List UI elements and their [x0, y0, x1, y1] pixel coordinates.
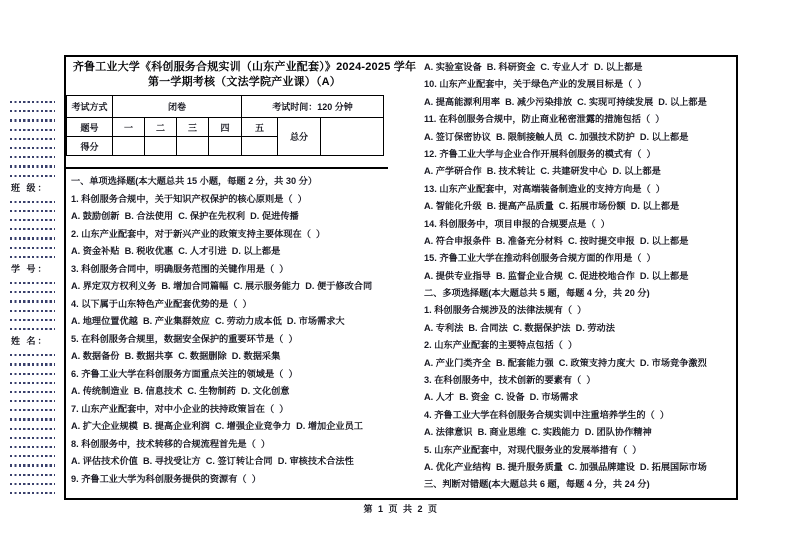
question-text-line: 7. 山东产业配套中，对中小企业的扶持政策旨在（ ） [71, 403, 289, 414]
question-text-line: 11. 在科创服务合规中，防止商业秘密泄露的措施包括（ ） [424, 114, 665, 125]
score-cell [177, 137, 209, 156]
question-text-line: A. 符合申报条件 B. 准备充分材料 C. 按时提交申报 D. 以上都是 [424, 235, 689, 246]
question-no-label: 题号 [67, 118, 113, 137]
question-column-left [71, 173, 418, 488]
question-text-line: A. 资金补贴 B. 税收优惠 C. 人才引进 D. 以上都是 [71, 246, 281, 256]
dotted-fill-line [9, 233, 57, 242]
section-col-5: 五 [242, 118, 278, 137]
dotted-fill-line [9, 287, 57, 296]
dotted-fill-line [9, 252, 57, 261]
question-text-line: 4. 以下属于山东特色产业配套优势的是（ ） [71, 298, 252, 309]
dotted-fill-line [9, 125, 57, 134]
question-text-line: A. 传统制造业 B. 信息技术 C. 生物制药 D. 文化创意 [71, 386, 290, 396]
question-text-line: 一、单项选择题(本大题总共 15 小题，每题 2 分，共 30 分） [71, 176, 318, 186]
score-label: 得分 [67, 137, 113, 156]
page-title-line2: 第一学期考核（文法学院产业课）（A） [147, 76, 342, 88]
section-col-2: 二 [145, 118, 177, 137]
dotted-fill-line [9, 350, 57, 359]
question-text-line: 14. 科创服务中，项目申报的合规要点是（ ） [424, 218, 610, 229]
question-text-line: 3. 科创服务合同中，明确服务范围的关键作用是（ ） [71, 263, 289, 274]
dotted-fill-line [9, 369, 57, 378]
dotted-fill-line [9, 296, 57, 305]
dotted-fill-line [9, 215, 57, 224]
dotted-fill-line [9, 152, 57, 161]
section-col-3: 三 [177, 118, 209, 137]
question-text-line: 9. 齐鲁工业大学为科创服务提供的资源有（ ） [71, 473, 261, 484]
dotted-fill-line [9, 387, 57, 396]
dotted-fill-line [9, 378, 57, 387]
exam-info-table [66, 95, 384, 156]
exam-method-label: 考试方式 [67, 96, 113, 118]
left-column [66, 57, 418, 498]
page-title-line1: 齐鲁工业大学《科创服务合规实训（山东产业配套）》2024-2025 学年 [72, 61, 417, 73]
dotted-fill-line [9, 414, 57, 423]
question-text-line: 二、多项选择题(本大题总共 5 题，每题 4 分，共 20 分) [424, 288, 650, 299]
right-column [418, 57, 736, 498]
class-label: 班 级： [11, 182, 49, 193]
dotted-fill-line [9, 396, 57, 405]
dotted-fill-line [9, 197, 57, 206]
section-col-4: 四 [209, 118, 242, 137]
question-text-line: A. 产业门类齐全 B. 配套能力强 C. 政策支持力度大 D. 市场竞争激烈 [424, 357, 707, 368]
question-text-line: 2. 山东产业配套的主要特点包括（ ） [424, 340, 578, 351]
dotted-fill-line [9, 442, 57, 451]
question-text-line: A. 优化产业结构 B. 提升服务质量 C. 加强品牌建设 D. 拓展国际市场 [424, 461, 707, 472]
question-text-line: A. 鼓励创新 B. 合法使用 C. 保护在先权利 D. 促进传播 [71, 211, 299, 221]
dotted-fill-line [9, 315, 57, 324]
question-text-line: 15. 齐鲁工业大学在推动科创服务合规方面的作用是（ ） [424, 253, 656, 264]
score-cell [209, 137, 242, 156]
question-text-line: 12. 齐鲁工业大学与企业合作开展科创服务的模式有（ ） [424, 148, 656, 159]
question-column-right [424, 59, 734, 494]
dotted-fill-line [9, 97, 57, 106]
dotted-fill-line [9, 488, 57, 497]
dotted-fill-group [9, 197, 57, 261]
question-text-line: A. 产学研合作 B. 技术转让 C. 共建研发中心 D. 以上都是 [424, 166, 661, 177]
question-text-line: A. 人才 B. 资金 C. 设备 D. 市场需求 [424, 392, 579, 403]
dotted-fill-line [9, 424, 57, 433]
question-text-line: 4. 齐鲁工业大学在科创服务合规实训中注重培养学生的（ ） [424, 409, 670, 420]
question-text-line: A. 评估技术价值 B. 寻找受让方 C. 签订转让合同 D. 审核技术合法性 [71, 456, 354, 466]
question-text-line: A. 实验室设备 B. 科研资金 C. 专业人才 D. 以上都是 [424, 62, 643, 72]
page-footer: 第 1 页 共 2 页 [363, 504, 439, 514]
exam-time: 考试时间：120 分钟 [242, 96, 384, 118]
total-score-cell [321, 118, 384, 156]
dotted-fill-line [9, 460, 57, 469]
question-text-line: A. 扩大企业规模 B. 提高企业利润 C. 增强企业竞争力 D. 增加企业员工 [71, 421, 363, 431]
dotted-fill-line [9, 161, 57, 170]
dotted-fill-line [9, 115, 57, 124]
section-col-1: 一 [113, 118, 145, 137]
dotted-fill-group [9, 97, 57, 180]
dotted-fill-line [9, 278, 57, 287]
question-text-line: A. 数据备份 B. 数据共享 C. 数据删除 D. 数据采集 [71, 351, 281, 361]
question-text-line: A. 地理位置优越 B. 产业集群效应 C. 劳动力成本低 D. 市场需求大 [71, 316, 345, 326]
question-text-line: A. 提高能源利用率 B. 减少污染排放 C. 实现可持续发展 D. 以上都是 [424, 96, 707, 107]
dotted-fill-line [9, 143, 57, 152]
dotted-fill-line [9, 433, 57, 442]
total-score-label: 总分 [278, 118, 321, 156]
question-text-line: A. 界定双方权利义务 B. 增加合同篇幅 C. 展示服务能力 D. 便于修改合同 [71, 281, 373, 291]
binding-margin [9, 97, 57, 497]
header-divider-line [66, 167, 388, 169]
dotted-fill-line [9, 479, 57, 488]
dotted-fill-line [9, 306, 57, 315]
question-text-line: 13. 山东产业配套中，对高端装备制造业的支持方向是（ ） [424, 183, 665, 194]
question-text-line: 3. 在科创服务中，技术创新的要素有（ ） [424, 375, 596, 386]
dotted-fill-line [9, 171, 57, 180]
student-id-label: 学 号： [11, 264, 49, 274]
question-text-line: A. 提供专业指导 B. 监督企业合规 C. 促进校地合作 D. 以上都是 [424, 270, 689, 281]
question-text-line: 5. 山东产业配套中，对现代服务业的发展举措有（ ） [424, 444, 642, 455]
question-text-line: 2. 山东产业配套中，对于新兴产业的政策支持主要体现在（ ） [71, 228, 326, 239]
dotted-fill-line [9, 470, 57, 479]
dotted-fill-line [9, 243, 57, 252]
score-cell [113, 137, 145, 156]
dotted-fill-line [9, 359, 57, 368]
question-text-line: 6. 齐鲁工业大学在科创服务方面重点关注的领域是（ ） [71, 368, 298, 379]
dotted-fill-group [9, 278, 57, 333]
dotted-fill-line [9, 206, 57, 215]
dotted-fill-line [9, 451, 57, 460]
question-text-line: 8. 科创服务中，技术转移的合规流程首先是（ ） [71, 438, 271, 449]
score-cell [145, 137, 177, 156]
dotted-fill-line [9, 324, 57, 333]
content-frame [64, 55, 738, 500]
dotted-fill-line [9, 405, 57, 414]
question-text-line: A. 专利法 B. 合同法 C. 数据保护法 D. 劳动法 [424, 322, 615, 333]
question-text-line: 三、判断对错题(本大题总共 6 题，每题 4 分，共 24 分) [424, 479, 650, 490]
dotted-fill-line [9, 134, 57, 143]
question-text-line: 5. 在科创服务合规里，数据安全保护的重要环节是（ ） [71, 333, 298, 344]
question-text-line: 1. 科创服务合规涉及的法律法规有（ ） [424, 305, 587, 316]
dotted-fill-line [9, 224, 57, 233]
question-text-line: A. 法律意识 B. 商业思维 C. 实践能力 D. 团队协作精神 [424, 427, 652, 438]
score-cell [242, 137, 278, 156]
name-label: 姓 名： [11, 336, 49, 347]
dotted-fill-line [9, 106, 57, 115]
exam-method-value: 闭卷 [113, 96, 242, 118]
dotted-fill-group [9, 350, 57, 497]
question-text-line: 1. 科创服务合规中，关于知识产权保护的核心原则是（ ） [71, 193, 307, 204]
question-text-line: 10. 山东产业配套中，关于绿色产业的发展目标是（ ） [424, 79, 647, 90]
question-text-line: A. 签订保密协议 B. 限制接触人员 C. 加强技术防护 D. 以上都是 [424, 131, 689, 142]
question-text-line: A. 智能化升级 B. 提高产品质量 C. 拓展市场份额 D. 以上都是 [424, 201, 680, 212]
